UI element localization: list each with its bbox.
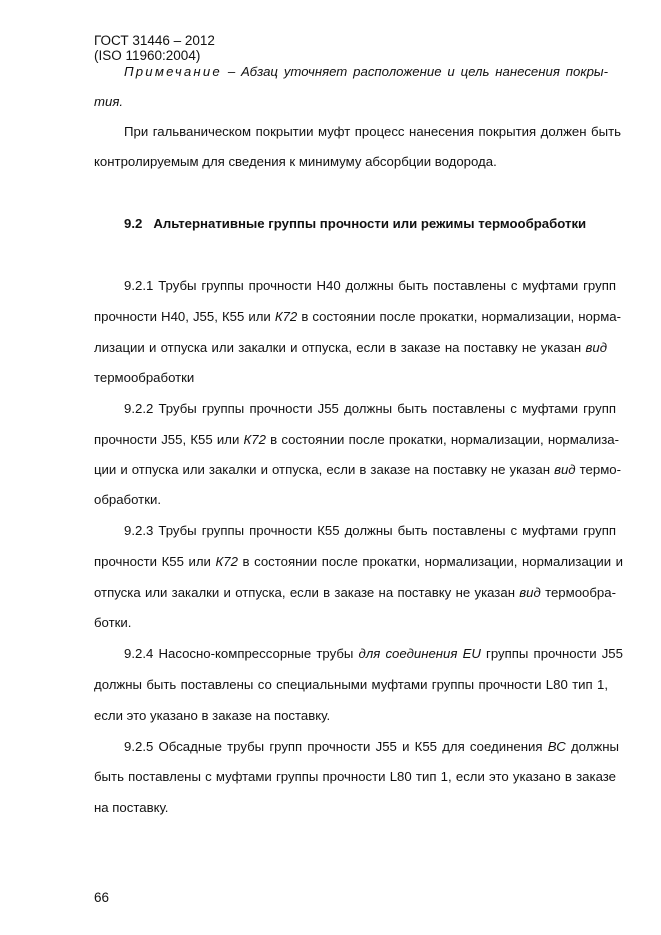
p921-line-3: лизации и отпуска или закалки и отпуска, если в заказе на поставку не указан вид xyxy=(94,340,607,355)
section-heading: 9.2 Альтернативные группы прочности или режимы термообработки xyxy=(124,216,587,231)
note-line-1: Примечание – Абзац уточняет расположение и цель нанесения покры- xyxy=(124,64,608,79)
p924-line-3: если это указано в заказе на поставку. xyxy=(94,708,331,723)
note-line-2: тия. xyxy=(94,94,124,109)
document-code: ГОСТ 31446 – 2012 xyxy=(94,33,215,48)
p922-line-4: обработки. xyxy=(94,492,161,507)
para-galvanic-line-1: При гальваническом покрытии муфт процесс нанесения покрытия должен быть xyxy=(124,124,621,139)
p925-line-3: на поставку. xyxy=(94,800,169,815)
page-number: 66 xyxy=(94,890,110,905)
p922-line-2: прочности J55, К55 или К72 в состоянии после прокатки, нормализации, нормализа- xyxy=(94,432,619,447)
p923-line-4: ботки. xyxy=(94,615,132,630)
p922-line-1: 9.2.2 Трубы группы прочности J55 должны быть поставлены с муфтами групп xyxy=(124,401,616,416)
p925-line-1: 9.2.5 Обсадные трубы групп прочности J55 и К55 для соединения ВС должны xyxy=(124,739,619,754)
p921-line-4: термообработки xyxy=(94,370,195,385)
p922-line-3: ции и отпуска или закалки и отпуска, если в заказе на поставку не указан вид термо- xyxy=(94,462,621,477)
p921-line-2: прочности Н40, J55, К55 или К72 в состоянии после прокатки, нормализации, норма- xyxy=(94,309,621,324)
p923-line-2: прочности К55 или К72 в состоянии после прокатки, нормализации, нормализации и xyxy=(94,554,623,569)
para-galvanic-line-2: контролируемым для сведения к минимуму абсорбции водорода. xyxy=(94,154,497,169)
p924-line-2: должны быть поставлены со специальными муфтами группы прочности L80 тип 1, xyxy=(94,677,608,692)
p921-line-1: 9.2.1 Трубы группы прочности Н40 должны быть поставлены с муфтами групп xyxy=(124,278,616,293)
p924-line-1: 9.2.4 Насосно-компрессорные трубы для соединения EU группы прочности J55 xyxy=(124,646,623,661)
p923-line-1: 9.2.3 Трубы группы прочности К55 должны быть поставлены с муфтами групп xyxy=(124,523,616,538)
p925-line-2: быть поставлены с муфтами группы прочности L80 тип 1, если это указано в заказе xyxy=(94,769,616,784)
p923-line-3: отпуска или закалки и отпуска, если в заказе на поставку не указан вид термообра- xyxy=(94,585,616,600)
note-label: Примечание xyxy=(124,64,222,79)
iso-reference: (ISO 11960:2004) xyxy=(94,48,201,63)
